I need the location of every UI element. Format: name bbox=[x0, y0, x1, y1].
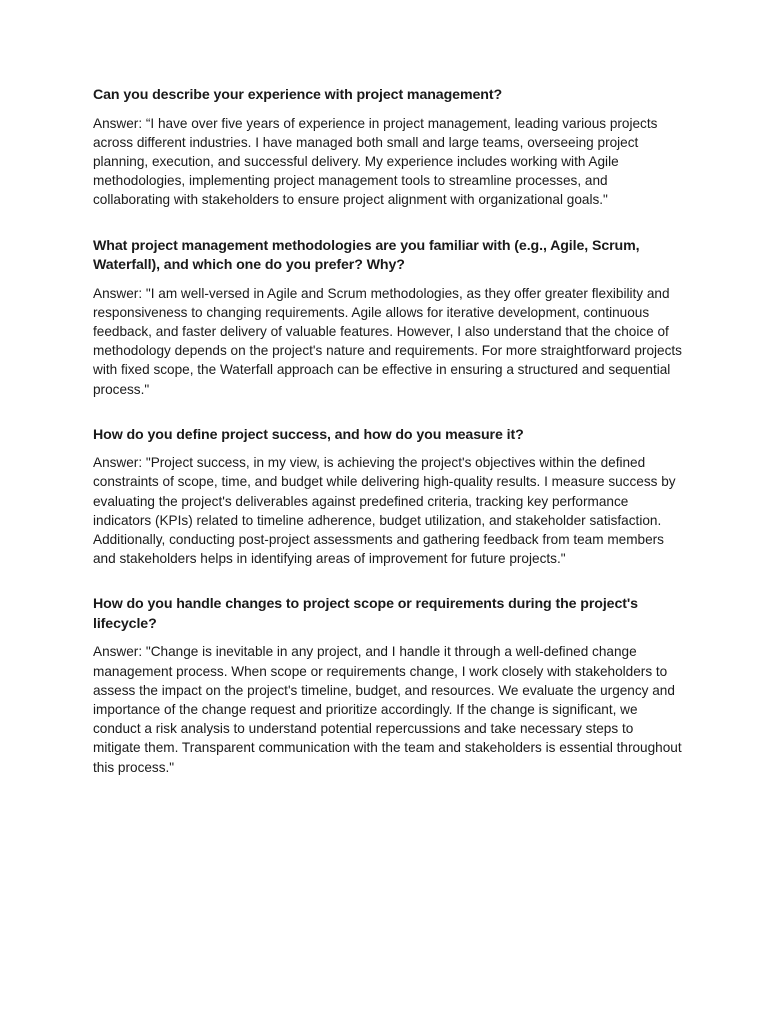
answer-paragraph: Answer: "Change is inevitable in any project, and I handle it through a well-defined change management process. When scope or requirements change, I work closely with stakeholders to assess the impact on the project's timeline, budget, and resources. We evaluate the urgency and importance of the change request and prioritize accordingly. If the change is significant, we conduct a risk analysis to understand potential repercussions and take necessary steps to mitigate them. Transparent communication with the team and stakeholders is essential throughout this process." bbox=[93, 644, 682, 775]
answer-paragraph: Answer: "I am well-versed in Agile and Scrum methodologies, as they offer greater flexibility and responsiveness to changing requirements. Agile allows for iterative development, continuous feedback, and faster delivery of valuable features. However, I also understand that the choice of methodology depends on the project's nature and requirements. For more straightforward projects with fixed scope, the Waterfall approach can be effective in ensuring a structured and sequential process." bbox=[93, 285, 682, 397]
qa-section-methodologies bbox=[93, 237, 683, 399]
question-heading: How do you define project success, and how do you measure it? bbox=[93, 426, 524, 443]
document-page bbox=[93, 86, 683, 777]
qa-section-success bbox=[93, 426, 683, 569]
question-heading: How do you handle changes to project scope or requirements during the project's lifecycle? bbox=[93, 596, 638, 632]
answer-paragraph: Answer: "Project success, in my view, is achieving the project's objectives within the defined constraints of scope, time, and budget while delivering high-quality results. I measure success by evaluating the project's deliverables against predefined criteria, tracking key performance indicators (KPIs) related to timeline adherence, budget utilization, and stakeholder satisfaction. Additionally, conducting post-project assessments and gathering feedback from team members and stakeholders helps in identifying areas of improvement for future projects." bbox=[93, 455, 676, 567]
qa-section-scope-changes bbox=[93, 595, 683, 776]
question-heading: Can you describe your experience with project management? bbox=[93, 87, 503, 103]
answer-paragraph: Answer: “I have over five years of experience in project management, leading various projects across different industries. I have managed both small and large teams, overseeing project planning, execution, and successful delivery. My experience includes working with Agile methodologies, implementing project management tools to streamline processes, and collaborating with stakeholders to ensure project alignment with organizational goals." bbox=[93, 115, 658, 208]
question-heading: What project management methodologies are you familiar with (e.g., Agile, Scrum, Waterfall), and which one do you prefer? Why? bbox=[93, 237, 640, 274]
qa-section-experience bbox=[93, 86, 683, 210]
